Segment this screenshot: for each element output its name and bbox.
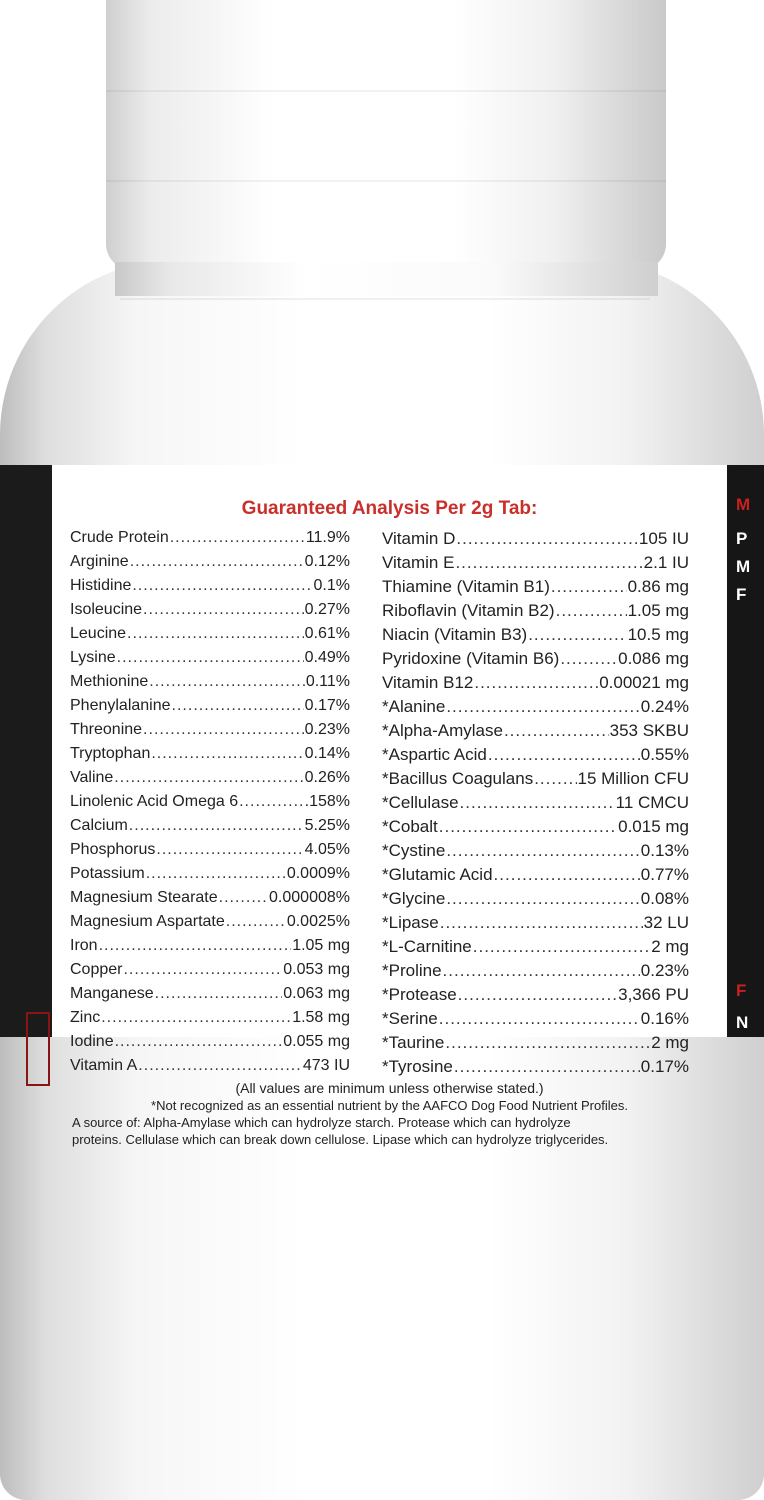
- dot-leader: [473, 937, 650, 957]
- dot-leader: [239, 793, 304, 811]
- nutrient-row: [382, 841, 689, 865]
- nutrient-value: 0.08%: [640, 889, 689, 908]
- nutrient-name: *Bacillus Coagulans: [382, 769, 534, 788]
- nutrient-name: Vitamin D: [382, 529, 456, 548]
- dot-leader: [556, 601, 627, 621]
- nutrient-value: 0.053 mg: [283, 961, 350, 978]
- nutrient-value: 1.05 mg: [627, 601, 689, 620]
- nutrient-row: [382, 817, 689, 841]
- dot-leader: [114, 769, 303, 787]
- nutrient-value: 0.11%: [305, 673, 350, 690]
- nutrient-value: 0.0009%: [286, 865, 350, 882]
- nutrient-row: [382, 889, 689, 913]
- side-panel-letter: F: [736, 981, 747, 1000]
- nutrient-row: [382, 961, 689, 985]
- nutrient-value: 1.05 mg: [292, 937, 350, 954]
- nutrient-value: 11 CMCU: [615, 793, 689, 812]
- nutrient-name: Calcium: [70, 817, 128, 834]
- nutrient-column-right: [382, 529, 689, 1081]
- label-band-left: [0, 465, 52, 1037]
- nutrient-row: [70, 913, 350, 937]
- nutrient-name: Lysine: [70, 649, 116, 666]
- nutrient-name: *Taurine: [382, 1033, 445, 1052]
- nutrient-name: Threonine: [70, 721, 143, 738]
- dot-leader: [440, 913, 643, 933]
- nutrient-name: Thiamine (Vitamin B1): [382, 577, 550, 596]
- dot-leader: [504, 721, 609, 741]
- nutrient-name: *Aspartic Acid: [382, 745, 487, 764]
- nutrient-name: Potassium: [70, 865, 145, 882]
- side-panel-letter: P: [736, 529, 748, 548]
- nutrient-row: [382, 649, 689, 673]
- nutrient-row: [382, 865, 689, 889]
- dot-leader: [146, 865, 286, 883]
- nutrient-row: [70, 985, 350, 1009]
- nutrient-name: Histidine: [70, 577, 132, 594]
- dot-leader: [130, 553, 304, 571]
- nutrient-row: [70, 745, 350, 769]
- note-minimum-values: (All values are minimum unless otherwise stated.): [235, 1080, 544, 1096]
- nutrient-value: 2 mg: [651, 1033, 689, 1052]
- nutrient-value: 0.055 mg: [283, 1033, 350, 1050]
- dot-leader: [115, 1033, 283, 1051]
- nutrient-name: Crude Protein: [70, 529, 169, 546]
- nutrient-name: *Alanine: [382, 697, 446, 716]
- nutrient-name: *Alpha-Amylase: [382, 721, 503, 740]
- nutrient-row: [70, 1033, 350, 1057]
- nutrient-value: 0.55%: [640, 745, 689, 764]
- nutrient-row: [382, 793, 689, 817]
- nutrient-row: [70, 721, 350, 745]
- analysis-title: Guaranteed Analysis Per 2g Tab:: [241, 498, 538, 519]
- nutrient-value: 32 LU: [643, 913, 689, 932]
- nutrient-value: 0.27%: [304, 601, 350, 618]
- bottle-shoulder: [120, 298, 650, 300]
- dot-leader: [460, 793, 615, 813]
- nutrient-row: [382, 937, 689, 961]
- dot-leader: [494, 865, 640, 885]
- dot-leader: [446, 889, 639, 909]
- dot-leader: [534, 769, 576, 789]
- note-enzyme-source: A source of: Alpha-Amylase which can hydrolyze starch. Protease which can hydrolyze: [72, 1115, 571, 1130]
- nutrient-name: Iodine: [70, 1033, 114, 1050]
- nutrient-value: 2.1 IU: [643, 553, 689, 572]
- nutrient-value: 11.9%: [305, 529, 350, 546]
- nutrient-name: *Glutamic Acid: [382, 865, 493, 884]
- dot-leader: [445, 1033, 650, 1053]
- nutrient-name: Linolenic Acid Omega 6: [70, 793, 239, 810]
- nutrient-row: [70, 889, 350, 913]
- nutrient-name: Pyridoxine (Vitamin B6): [382, 649, 560, 668]
- nutrient-value: 0.17%: [640, 1057, 689, 1076]
- dot-leader: [138, 1057, 302, 1075]
- nutrient-name: Vitamin A: [70, 1057, 138, 1074]
- nutrient-row: [382, 673, 689, 697]
- nutrient-row: [70, 769, 350, 793]
- nutrient-row: [70, 601, 350, 625]
- nutrient-value: .158%: [304, 793, 350, 810]
- nutrient-value: 5.25%: [304, 817, 350, 834]
- nutrient-value: 105 IU: [638, 529, 689, 548]
- nutrient-value: 0.24%: [640, 697, 689, 716]
- dot-leader: [454, 1057, 640, 1077]
- nutrient-name: Copper: [70, 961, 123, 978]
- dot-leader: [143, 721, 304, 739]
- note-aafco: *Not recognized as an essential nutrient by the AAFCO Dog Food Nutrient Profiles.: [151, 1098, 628, 1113]
- nutrient-row: [382, 913, 689, 937]
- nutrient-name: *Cystine: [382, 841, 446, 860]
- nutrient-row: [382, 553, 689, 577]
- dot-leader: [172, 697, 304, 715]
- dot-leader: [456, 529, 638, 549]
- nutrient-row: [70, 529, 350, 553]
- nutrient-row: [382, 697, 689, 721]
- side-panel-letter: N: [736, 1013, 749, 1032]
- nutrient-name: Niacin (Vitamin B3): [382, 625, 528, 644]
- nutrient-name: Valine: [70, 769, 114, 786]
- nutrient-value: 0.12%: [304, 553, 350, 570]
- nutrient-row: [382, 769, 689, 793]
- nutrient-name: Magnesium Aspartate: [70, 913, 225, 930]
- nutrient-name: Phenylalanine: [70, 697, 171, 714]
- dot-leader: [132, 577, 312, 595]
- nutrient-value: 0.086 mg: [618, 649, 689, 668]
- dot-leader: [156, 841, 303, 859]
- dot-leader: [443, 961, 640, 981]
- nutrient-row: [70, 577, 350, 601]
- nutrient-row: [382, 985, 689, 1009]
- nutrient-name: Leucine: [70, 625, 127, 642]
- nutrient-row: [70, 553, 350, 577]
- dot-leader: [560, 649, 617, 669]
- dot-leader: [226, 913, 286, 931]
- nutrient-name: Iron: [70, 937, 98, 954]
- nutrient-row: [382, 721, 689, 745]
- nutrient-column-left: [70, 529, 350, 1081]
- dot-leader: [458, 985, 617, 1005]
- nutrient-row: [382, 529, 689, 553]
- dot-leader: [117, 649, 304, 667]
- nutrient-value: 0.77%: [640, 865, 689, 884]
- supplement-label: [52, 465, 727, 1147]
- nutrient-name: *L-Carnitine: [382, 937, 472, 956]
- label-notes: [52, 1080, 727, 1148]
- nutrient-value: 0.0025%: [286, 913, 350, 930]
- nutrient-value: 3,366 PU: [618, 985, 689, 1004]
- nutrient-value: 0.61%: [304, 625, 350, 642]
- nutrient-name: Tryptophan: [70, 745, 151, 762]
- nutrient-value: 0.17%: [304, 697, 350, 714]
- nutrient-name: Methionine: [70, 673, 149, 690]
- side-panel-letter: M: [736, 557, 751, 576]
- nutrient-value: 4.05%: [304, 841, 350, 858]
- dot-leader: [439, 817, 617, 837]
- nutrient-value: 0.26%: [304, 769, 350, 786]
- dot-leader: [149, 673, 305, 691]
- dot-leader: [129, 817, 304, 835]
- label-band-right: [727, 465, 764, 1037]
- bottle-neck: [115, 262, 658, 296]
- dot-leader: [127, 625, 304, 643]
- nutrient-row: [382, 577, 689, 601]
- dot-leader: [99, 937, 292, 955]
- nutrient-name: *Lipase: [382, 913, 439, 932]
- nutrient-row: [382, 625, 689, 649]
- dot-leader: [446, 697, 639, 717]
- nutrient-name: *Protease: [382, 985, 457, 1004]
- nutrient-name: *Cobalt: [382, 817, 438, 836]
- bottle-cap: [106, 0, 666, 270]
- nutrient-row: [70, 1057, 350, 1081]
- dot-leader: [474, 673, 598, 693]
- dot-leader: [123, 961, 282, 979]
- nutrient-row: [70, 961, 350, 985]
- nutrient-value: 473 IU: [302, 1057, 350, 1074]
- nutrient-value: 2 mg: [651, 937, 689, 956]
- dot-leader: [455, 553, 642, 573]
- nutrient-name: *Glycine: [382, 889, 446, 908]
- nutrient-value: 0.1%: [313, 577, 350, 594]
- nutrient-row: [70, 841, 350, 865]
- dot-leader: [488, 745, 640, 765]
- nutrient-row: [70, 649, 350, 673]
- nutrient-value: 0.23%: [640, 961, 689, 980]
- dot-leader: [439, 1009, 640, 1029]
- nutrient-name: Phosphorus: [70, 841, 156, 858]
- nutrient-value: 10.5 mg: [627, 625, 689, 644]
- nutrient-name: Riboflavin (Vitamin B2): [382, 601, 555, 620]
- nutrient-name: *Tyrosine: [382, 1057, 453, 1076]
- nutrient-name: Vitamin B12: [382, 673, 474, 692]
- dot-leader: [170, 529, 305, 547]
- nutrient-value: 0.86 mg: [627, 577, 689, 596]
- nutrient-row: [70, 673, 350, 697]
- dot-leader: [143, 601, 304, 619]
- nutrient-value: 0.14%: [304, 745, 350, 762]
- nutrient-name: *Proline: [382, 961, 442, 980]
- dot-leader: [101, 1009, 291, 1027]
- nutrient-value: 0.00021 mg: [599, 673, 689, 692]
- side-panel-red-frame: [26, 1012, 50, 1086]
- nutrient-name: Isoleucine: [70, 601, 143, 618]
- nutrient-value: 0.13%: [640, 841, 689, 860]
- dot-leader: [155, 985, 283, 1003]
- nutrient-value: 353 SKBU: [609, 721, 689, 740]
- side-panel-letter: F: [736, 585, 747, 604]
- nutrient-row: [382, 1033, 689, 1057]
- nutrient-value: 0.063 mg: [283, 985, 350, 1002]
- nutrient-value: 0.23%: [304, 721, 350, 738]
- nutrient-name: Arginine: [70, 553, 129, 570]
- nutrient-name: Magnesium Stearate: [70, 889, 218, 906]
- nutrient-name: Vitamin E: [382, 553, 455, 572]
- nutrient-row: [382, 1009, 689, 1033]
- nutrient-name: *Cellulase: [382, 793, 459, 812]
- nutrient-value: 15 Million CFU: [577, 769, 689, 788]
- nutrient-name: Manganese: [70, 985, 154, 1002]
- nutrient-row: [70, 817, 350, 841]
- nutrient-row: [70, 625, 350, 649]
- nutrient-row: [70, 937, 350, 961]
- nutrient-value: 0.49%: [304, 649, 350, 666]
- nutrient-row: [70, 1009, 350, 1033]
- nutrient-row: [70, 697, 350, 721]
- dot-leader: [151, 745, 303, 763]
- note-enzyme-source-cont: proteins. Cellulase which can break down cellulose. Lipase which can hydrolyze triglycerides.: [72, 1132, 609, 1147]
- nutrient-name: *Serine: [382, 1009, 438, 1028]
- nutrient-row: [382, 1057, 689, 1081]
- dot-leader: [551, 577, 627, 597]
- nutrient-name: Zinc: [70, 1009, 101, 1026]
- nutrient-row: [382, 745, 689, 769]
- dot-leader: [219, 889, 268, 907]
- nutrient-row: [70, 793, 350, 817]
- nutrient-value: 1.58 mg: [292, 1009, 350, 1026]
- nutrient-row: [382, 601, 689, 625]
- nutrient-value: 0.16%: [640, 1009, 689, 1028]
- dot-leader: [446, 841, 639, 861]
- nutrient-row: [70, 865, 350, 889]
- dot-leader: [528, 625, 626, 645]
- nutrient-value: 0.000008%: [269, 889, 350, 906]
- side-panel-letter: M: [736, 495, 751, 514]
- nutrient-value: 0.015 mg: [618, 817, 689, 836]
